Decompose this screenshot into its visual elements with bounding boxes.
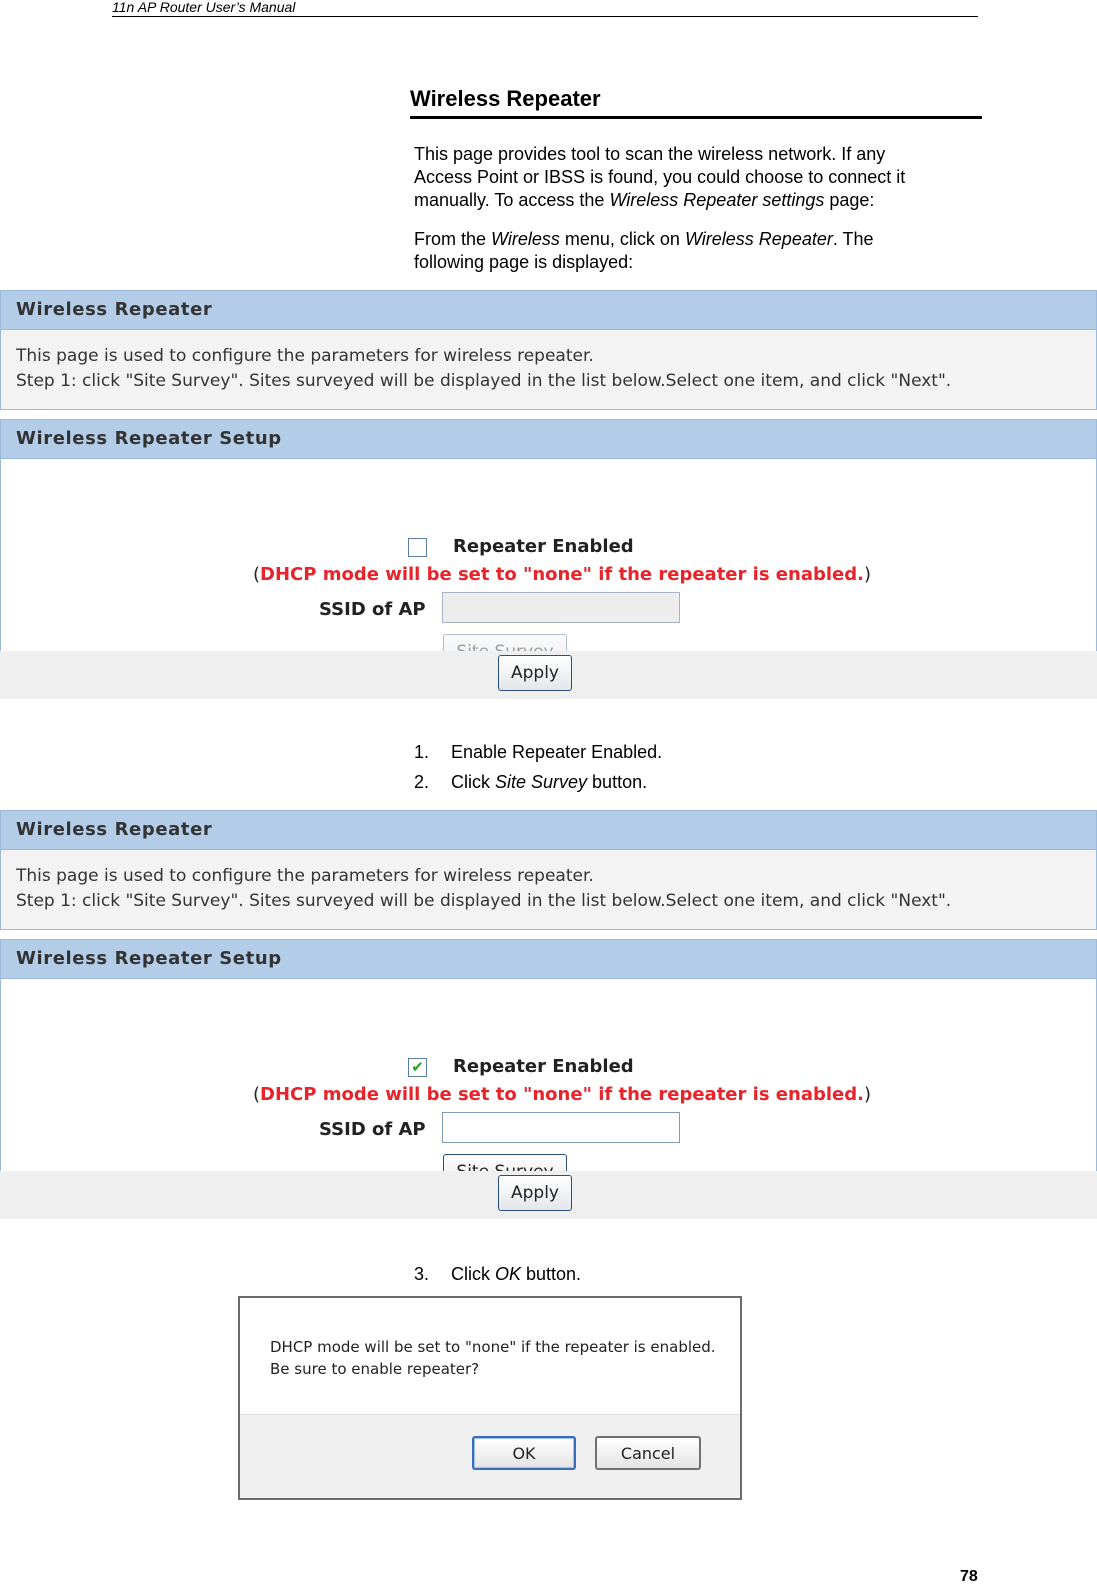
nav-line <box>414 228 980 251</box>
description-line: This page is used to configure the parameters for wireless repeater. <box>16 866 594 886</box>
repeater-enabled-label: Repeater Enabled <box>453 536 634 557</box>
nav-text: From the <box>414 229 492 249</box>
step-emphasis: OK <box>495 1264 522 1284</box>
running-header: 11n AP Router User’s Manual <box>112 0 978 17</box>
dhcp-warning <box>253 1084 871 1105</box>
setup-body <box>1 459 1096 652</box>
confirm-dialog <box>238 1296 742 1500</box>
intro-line: Access Point or IBSS is found, you could choose to connect it <box>414 167 906 187</box>
cancel-button[interactable]: Cancel <box>595 1436 701 1470</box>
intro-line <box>414 189 980 212</box>
panel-title: Wireless Repeater Setup <box>1 940 1096 979</box>
intro-text: page: <box>824 190 875 210</box>
ok-button[interactable]: OK <box>472 1436 576 1470</box>
ssid-label: SSID of AP <box>319 1119 426 1140</box>
nav-text: menu, click on <box>559 229 685 249</box>
step-item <box>414 1263 581 1285</box>
dialog-message <box>240 1298 740 1415</box>
paren: ( <box>253 1084 261 1105</box>
paren: ) <box>863 1084 871 1105</box>
paren: ) <box>863 564 871 585</box>
step-text: Enable Repeater Enabled. <box>451 742 663 762</box>
step-text: Click <box>451 1264 495 1284</box>
intro-emphasis: Wireless Repeater settings <box>609 190 825 210</box>
ssid-input[interactable] <box>442 1112 680 1143</box>
nav-text: . The <box>832 229 874 249</box>
nav-menu-name: Wireless <box>491 229 560 249</box>
page-number: 78 <box>960 1568 978 1585</box>
section-title: Wireless Repeater <box>410 86 982 119</box>
nav-item-name: Wireless Repeater <box>684 229 833 249</box>
step-number: 3. <box>414 1264 430 1284</box>
ssid-label: SSID of AP <box>319 599 426 620</box>
step-text: Click <box>451 772 495 792</box>
repeater-enabled-label: Repeater Enabled <box>453 1056 634 1077</box>
apply-bar <box>0 651 1097 699</box>
setup-body <box>1 979 1096 1172</box>
step-text: button. <box>521 1264 582 1284</box>
step-number: 1. <box>414 742 430 762</box>
step-item <box>414 771 647 793</box>
apply-button[interactable]: Apply <box>498 1175 572 1211</box>
checkmark-icon: ✔ <box>411 1058 424 1076</box>
nav-paragraph <box>414 228 980 274</box>
repeater-setup-panel <box>0 419 1097 653</box>
repeater-enabled-checkbox[interactable] <box>408 538 427 557</box>
description-line: Step 1: click "Site Survey". Sites surveyed will be displayed in the list below.Select one item, and click "Next". <box>16 371 952 391</box>
repeater-info-panel <box>0 290 1097 410</box>
dhcp-warning-text: DHCP mode will be set to "none" if the repeater is enabled. <box>260 564 864 585</box>
nav-line: following page is displayed: <box>414 252 634 272</box>
step-item <box>414 741 662 763</box>
dialog-message-line: DHCP mode will be set to "none" if the repeater is enabled. <box>270 1338 716 1356</box>
repeater-enabled-checkbox[interactable] <box>408 1058 427 1077</box>
apply-button[interactable]: Apply <box>498 655 572 691</box>
panel-title: Wireless Repeater Setup <box>1 420 1096 459</box>
description-line: This page is used to configure the parameters for wireless repeater. <box>16 346 594 366</box>
intro-text: manually. To access the <box>414 190 610 210</box>
dhcp-warning <box>253 564 871 585</box>
step-emphasis: Site Survey <box>495 772 588 792</box>
ssid-input[interactable] <box>442 592 680 623</box>
step-number: 2. <box>414 772 430 792</box>
dhcp-warning-text: DHCP mode will be set to "none" if the repeater is enabled. <box>260 1084 864 1105</box>
panel-title: Wireless Repeater <box>1 291 1096 330</box>
intro-line: This page provides tool to scan the wireless network. If any <box>414 144 886 164</box>
repeater-info-panel <box>0 810 1097 930</box>
repeater-setup-panel <box>0 939 1097 1173</box>
paren: ( <box>253 564 261 585</box>
dialog-message-line: Be sure to enable repeater? <box>270 1360 480 1378</box>
intro-paragraph <box>414 143 980 212</box>
panel-description <box>1 330 1096 394</box>
apply-bar <box>0 1171 1097 1219</box>
panel-title: Wireless Repeater <box>1 811 1096 850</box>
panel-description <box>1 850 1096 914</box>
description-line: Step 1: click "Site Survey". Sites surveyed will be displayed in the list below.Select one item, and click "Next". <box>16 891 952 911</box>
step-text: button. <box>587 772 648 792</box>
